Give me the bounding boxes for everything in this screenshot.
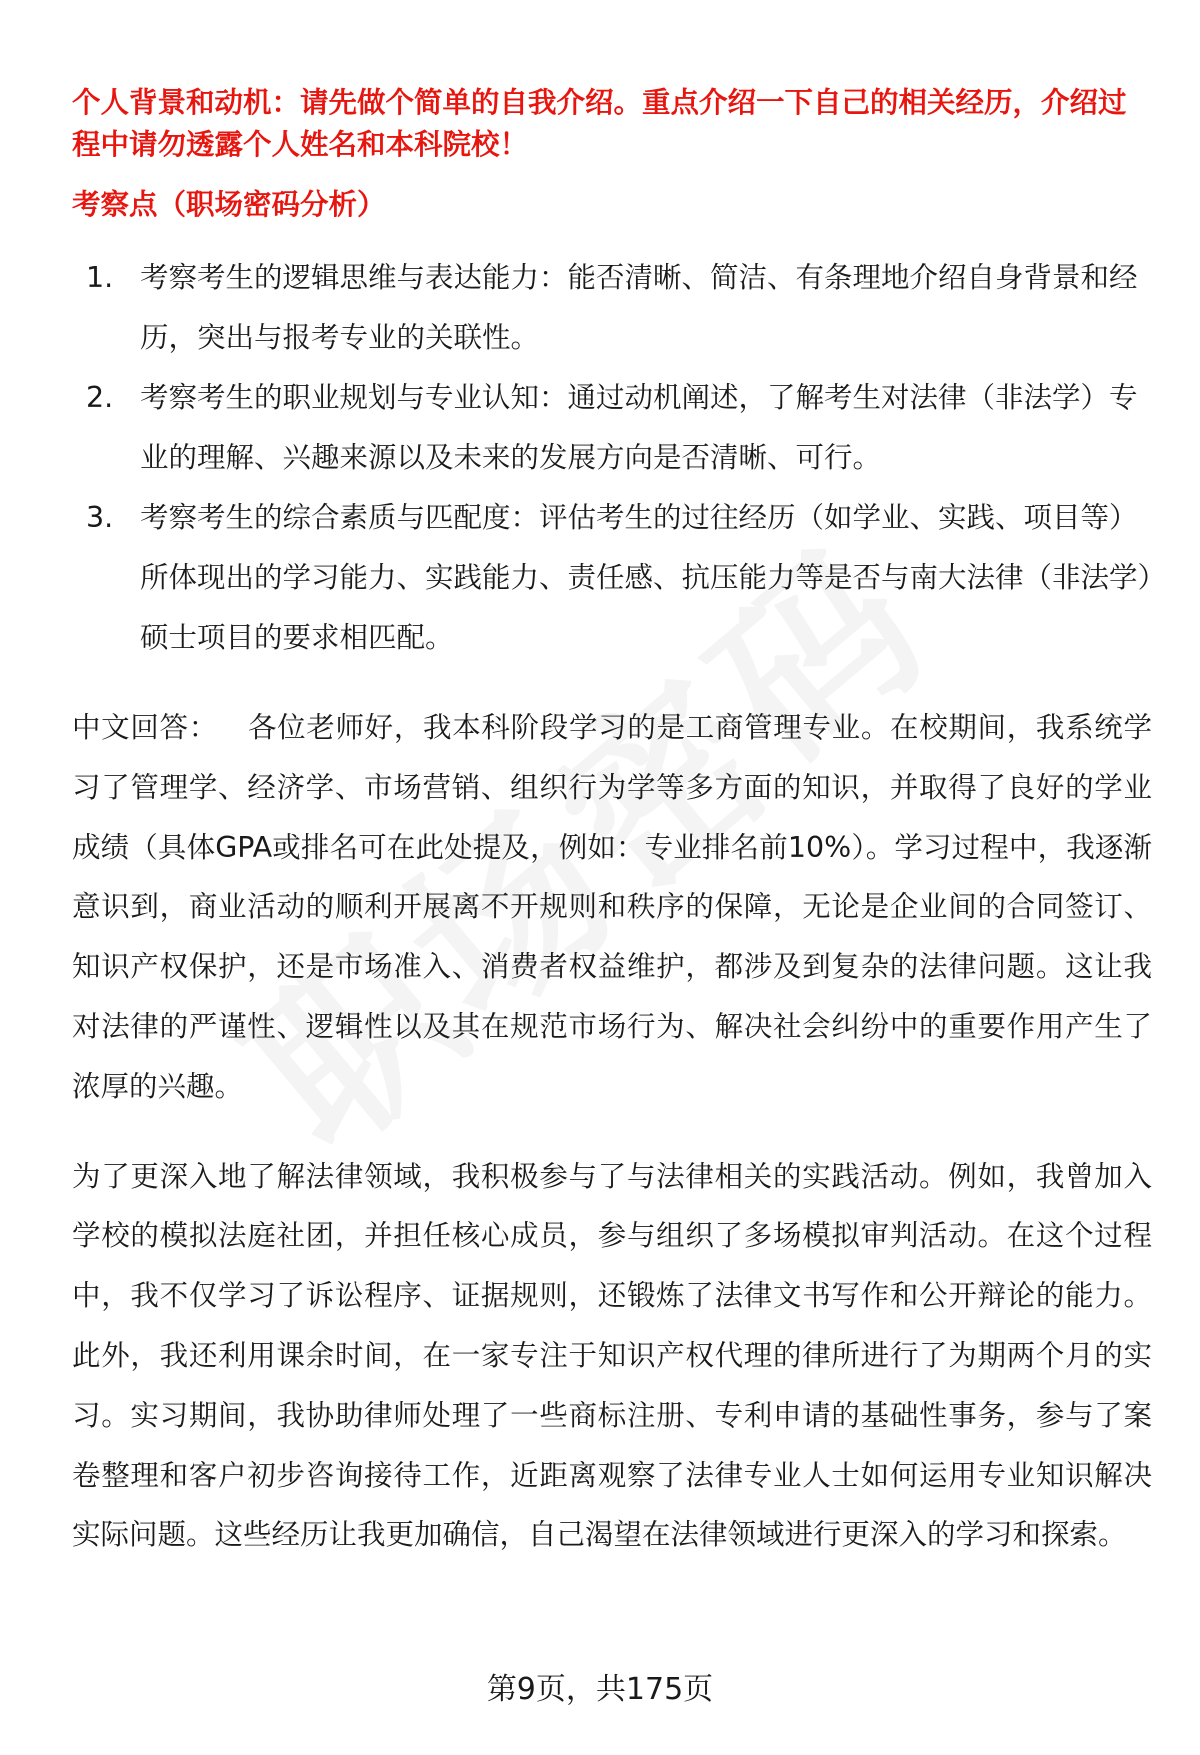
list-item (72, 248, 1152, 368)
list-item-number: 1. (86, 261, 114, 294)
section-label-analysis: 考察点（职场密码分析） (72, 188, 386, 221)
list-item-text: 考察考生的职业规划与专业认知：通过动机阐述，了解考生对法律（非法学）专业的理解、兴趣来源以及未来的发展方向是否清晰、可行。 (140, 381, 1138, 474)
list-item-text: 考察考生的逻辑思维与表达能力：能否清晰、简洁、有条理地介绍自身背景和经历，突出与报考专业的关联性。 (140, 261, 1138, 354)
page-number-footer: 第9页，共175页 (486, 1672, 714, 1707)
list-item-number: 2. (86, 381, 114, 414)
answer-paragraph-1 (72, 698, 1152, 1117)
page-content (72, 82, 1152, 1565)
list-item-text: 考察考生的综合素质与匹配度：评估考生的过往经历（如学业、实践、项目等）所体现出的学习能力、实践能力、责任感、抗压能力等是否与南大法律（非法学）硕士项目的要求相匹配。 (140, 501, 1152, 654)
answer-label: 中文回答： (72, 711, 218, 744)
interview-question: 个人背景和动机：请先做个简单的自我介绍。重点介绍一下自己的相关经历，介绍过程中请勿透露个人姓名和本科院校！ (72, 86, 1127, 161)
list-item (72, 368, 1152, 488)
list-item (72, 488, 1152, 668)
answer-paragraph-1-text: 各位老师好，我本科阶段学习的是工商管理专业。在校期间，我系统学习了管理学、经济学、市场营销、组织行为学等多方面的知识，并取得了良好的学业成绩（具体GPA或排名可在此处提及，例如：专业排名前10%）。学习过程中，我逐渐意识到，商业活动的顺利开展离不开规则和秩序的保障，无论是企业间的合同签订、知识产权保护，还是市场准入、消费者权益维护，都涉及到复杂的法律问题。这让我对法律的严谨性、逻辑性以及其在规范市场行为、解决社会纠纷中的重要作用产生了浓厚的兴趣。 (72, 711, 1152, 1103)
list-item-number: 3. (86, 501, 114, 534)
assessment-points-list (72, 248, 1152, 668)
answer-paragraph-2: 为了更深入地了解法律领域，我积极参与了与法律相关的实践活动。例如，我曾加入学校的模拟法庭社团，并担任核心成员，参与组织了多场模拟审判活动。在这个过程中，我不仅学习了诉讼程序、证据规则，还锻炼了法律文书写作和公开辩论的能力。此外，我还利用课余时间，在一家专注于知识产权代理的律所进行了为期两个月的实习。实习期间，我协助律师处理了一些商标注册、专利申请的基础性事务，参与了案卷整理和客户初步咨询接待工作，近距离观察了法律专业人士如何运用专业知识解决实际问题。这些经历让我更加确信，自己渴望在法律领域进行更深入的学习和探索。 (72, 1159, 1152, 1552)
